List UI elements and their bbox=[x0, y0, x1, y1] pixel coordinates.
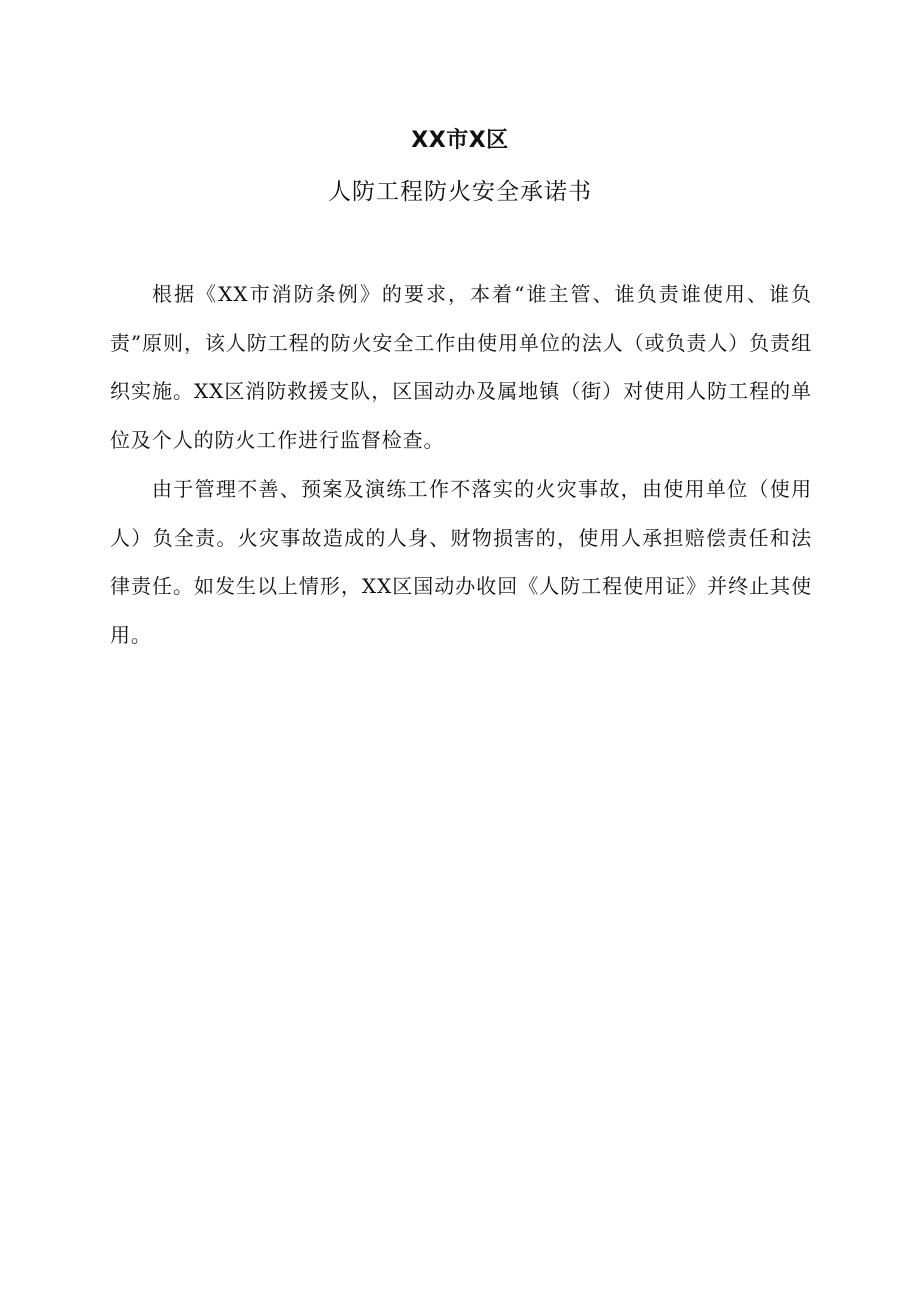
document-title-line2: 人防工程防火安全承诺书 bbox=[328, 179, 592, 205]
document-body bbox=[110, 270, 812, 660]
document-title-line1: XX市X区 bbox=[411, 128, 509, 153]
paragraph-1: 根据《XX市消防条例》的要求，本着“谁主管、谁负责谁使用、谁负责”原则，该人防工程的防火安全工作由使用单位的法人（或负责人）负责组织实施。XX区消防救援支队，区国动办及属地镇（街）对使用人防工程的单位及个人的防火工作进行监督检查。 bbox=[110, 282, 812, 452]
paragraph-2: 由于管理不善、预案及演练工作不落实的火灾事故，由使用单位（使用人）负全责。火灾事故造成的人身、财物损害的，使用人承担赔偿责任和法律责任。如发生以上情形，XX区国动办收回《人防工程使用证》并终止其使用。 bbox=[110, 477, 812, 647]
